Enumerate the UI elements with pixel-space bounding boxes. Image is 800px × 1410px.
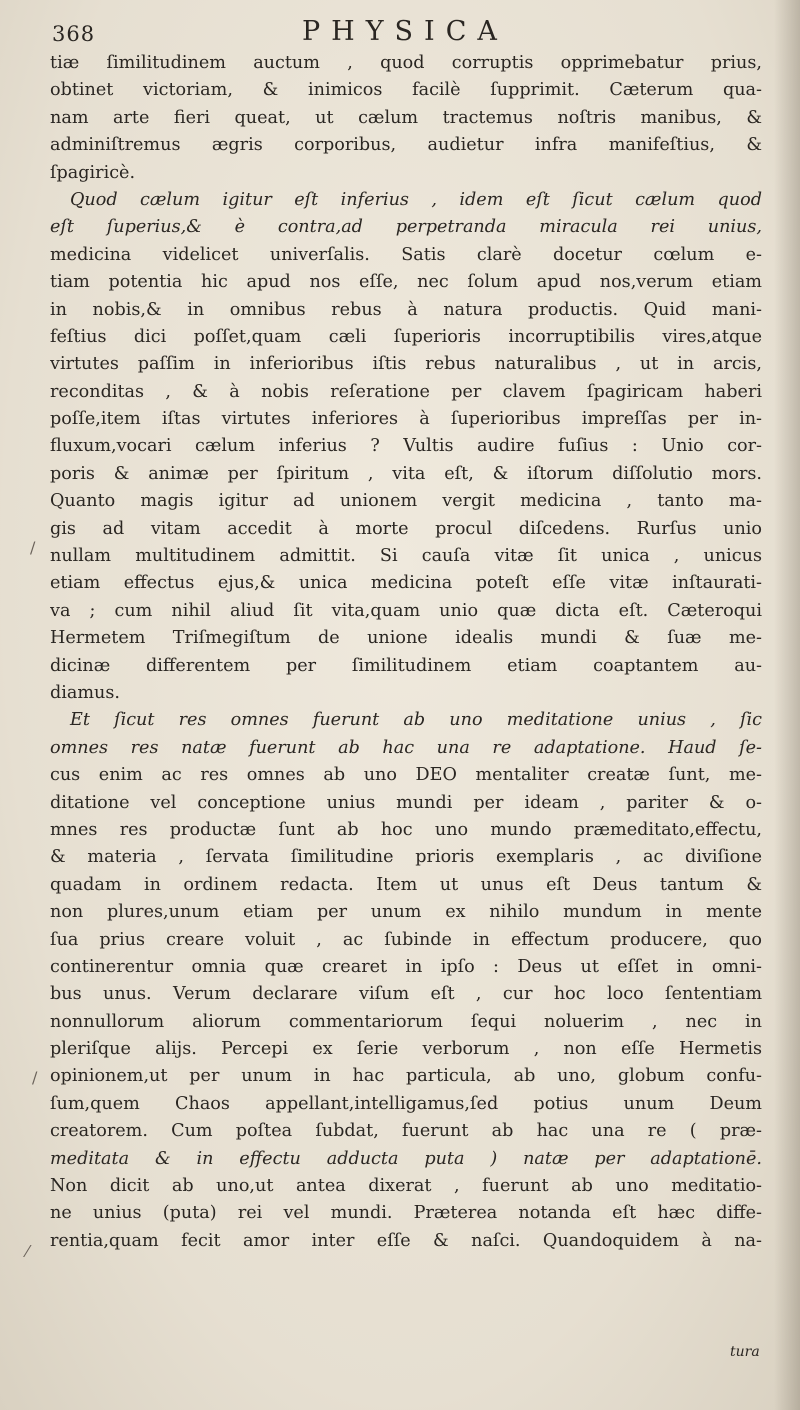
text-line: cus enim ac res omnes ab uno DEO mentaliter creatæ ſunt, me- bbox=[50, 765, 762, 786]
text-line: non plures,unum etiam per unum ex nihilo mundum in mente bbox=[50, 902, 762, 923]
page-header bbox=[52, 14, 752, 48]
text-line-quotation: Quod cælum igitur eſt inferius , idem eſt ſicut cælum quod bbox=[70, 189, 762, 210]
text-line: tiam potentia hic apud nos eſſe, nec ſolum apud nos,verum etiam bbox=[50, 272, 762, 293]
text-line: fluxum,vocari cælum inferius ? Vultis audire fuſius : Unio cor- bbox=[50, 436, 762, 457]
text-line: ſua prius creare voluit , ac ſubinde in effectum producere, quo bbox=[50, 929, 762, 950]
text-line: Non dicit ab uno,ut antea dixerat , fuerunt ab uno meditatio- bbox=[50, 1176, 762, 1197]
text-line: medicina videlicet univerſalis. Satis clarè docetur cœlum e- bbox=[50, 244, 762, 265]
text-line: bus unus. Verum declarare viſum eſt , cur hoc loco ſententiam bbox=[50, 984, 762, 1005]
text-line: ſpagiricè. bbox=[50, 162, 136, 183]
text-line: continerentur omnia quæ crearet in ipſo : Deus ut eſſet in omni- bbox=[50, 956, 762, 977]
text-line: mnes res productæ ſunt ab hoc uno mundo præmeditato,effectu, bbox=[50, 819, 762, 840]
text-line: meditata & in effectu adducta puta ) natæ per adaptationē. bbox=[50, 1148, 762, 1169]
text-line: etiam effectus ejus,& unica medicina poteſt eſſe vitæ inſtaurati- bbox=[50, 573, 762, 594]
margin-mark: ⁄ bbox=[26, 1242, 29, 1261]
text-line: poſſe,item iſtas virtutes inferiores à ſuperioribus impreſſas per in- bbox=[50, 409, 762, 430]
body-text bbox=[50, 50, 762, 1255]
text-line: ſum,quem Chaos appellant,intelligamus,ſed potius unum Deum bbox=[50, 1093, 762, 1114]
text-line-quotation: omnes res natæ fuerunt ab hac una re adaptatione. Haud ſe- bbox=[50, 737, 762, 758]
text-line-quotation: eſt ſuperius,& è contra,ad perpetranda miracula rei unius, bbox=[50, 217, 762, 238]
text-line: creatorem. Cum poſtea ſubdat, fuerunt ab hac una re ( præ- bbox=[50, 1121, 762, 1142]
text-line: va ; cum nihil aliud ſit vita,quam unio quæ dicta eſt. Cæteroqui bbox=[50, 600, 762, 621]
text-line: Hermetem Triſmegiſtum de unione idealis mundi & ſuæ me- bbox=[50, 628, 762, 649]
margin-mark: / bbox=[32, 1068, 38, 1087]
page-number: 368 bbox=[52, 22, 96, 46]
margin-mark: / bbox=[30, 538, 36, 557]
text-line: rentia,quam fecit amor inter eſſe & naſci. Quandoquidem à na- bbox=[50, 1230, 762, 1251]
text-line: adminiſtremus ægris corporibus, audietur infra manifeſtius, & bbox=[50, 135, 762, 156]
text-line: reconditas , & à nobis reſeratione per clavem ſpagiricam haberi bbox=[50, 381, 762, 402]
text-line: diamus. bbox=[50, 682, 121, 703]
text-line: obtinet victoriam, & inimicos facilè ſupprimit. Cæterum qua- bbox=[50, 80, 762, 101]
text-line: ne unius (puta) rei vel mundi. Præterea notanda eſt hæc diffe- bbox=[50, 1203, 762, 1224]
text-line: poris & animæ per ſpiritum , vita eſt, & iſtorum diſſolutio mors. bbox=[50, 463, 762, 484]
running-head: PHYSICA bbox=[302, 16, 508, 47]
catchword: tura bbox=[730, 1344, 760, 1360]
text-line: pleriſque alijs. Percepi ex ſerie verborum , non eſſe Hermetis bbox=[50, 1039, 762, 1060]
text-line: & materia , ſervata ſimilitudine prioris exemplaris , ac diviſione bbox=[50, 847, 762, 868]
text-line: nam arte fieri queat, ut cælum tractemus noſtris manibus, & bbox=[50, 107, 762, 128]
text-line-quotation: Et ſicut res omnes fuerunt ab uno meditatione unius , ſic bbox=[70, 710, 762, 731]
text-line: quadam in ordinem redacta. Item ut unus eſt Deus tantum & bbox=[50, 874, 762, 895]
page-edge-shadow bbox=[774, 0, 800, 1410]
text-line: nonnullorum aliorum commentariorum ſequi noluerim , nec in bbox=[50, 1011, 762, 1032]
text-line: tiæ ſimilitudinem auctum , quod corruptis opprimebatur prius, bbox=[50, 53, 762, 73]
text-line: virtutes paſſim in inferioribus iſtis rebus naturalibus , ut in arcis, bbox=[50, 354, 762, 375]
text-line: gis ad vitam accedit à morte procul diſcedens. Rurſus unio bbox=[50, 518, 762, 539]
text-line: feſtius dici poſſet,quam cæli ſuperioris incorruptibilis vires,atque bbox=[50, 326, 762, 347]
text-line: nullam multitudinem admittit. Si cauſa vitæ ſit unica , unicus bbox=[50, 546, 762, 567]
text-line: Quanto magis igitur ad unionem vergit medicina , tanto ma- bbox=[50, 491, 762, 512]
text-line: dicinæ differentem per ſimilitudinem etiam coaptantem au- bbox=[50, 655, 762, 676]
text-line: opinionem,ut per unum in hac particula, ab uno, globum confu- bbox=[50, 1066, 762, 1087]
text-line: ditatione vel conceptione unius mundi per ideam , pariter & o- bbox=[50, 792, 762, 813]
text-line: in nobis,& in omnibus rebus à natura productis. Quid mani- bbox=[50, 299, 762, 320]
